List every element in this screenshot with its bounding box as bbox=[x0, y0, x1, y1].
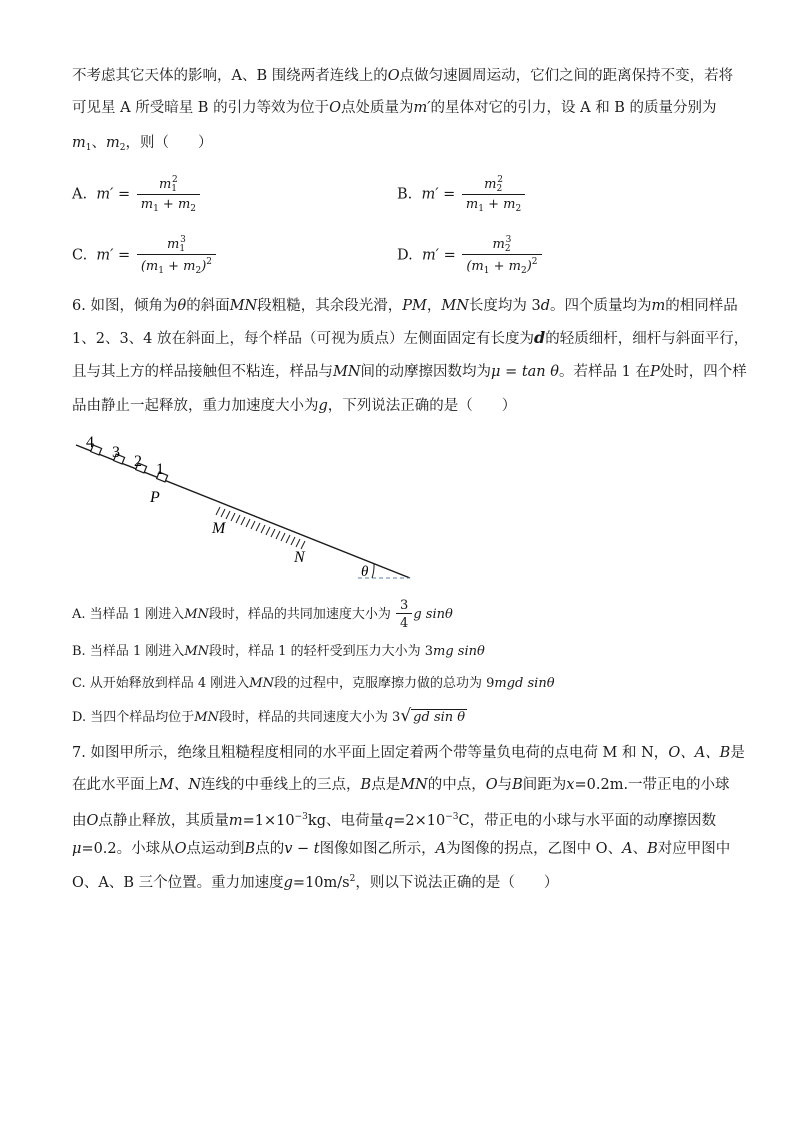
label-m: M bbox=[212, 520, 226, 537]
q7-line-5: O、A、B 三个位置。重力加速度$g=10m/s^2$，则以下说法正确的是（ ） bbox=[72, 874, 559, 891]
q6-line-4: 品由静止一起释放，重力加速度大小为g，下列说法正确的是（ ） bbox=[72, 398, 517, 414]
label-1: 1 bbox=[156, 461, 164, 478]
q7-line-3: 由O点静止释放，其质量$m=1\times 10^{-3}kg$、电荷量$q=2\times 10^{-3}C$，带正电的小球与水平面的动摩擦因数 bbox=[72, 812, 717, 829]
q7-line-4: μ=0.2。小球从O点运动到B点的v − t图像如图乙所示，A为图像的拐点，乙图中 O、A、B对应甲图中 bbox=[72, 841, 731, 857]
q5-line-1: 不考虑其它天体的影响，A、B 围绕两者连线上的O点做匀速圆周运动，它们之间的距离保持不变，若将 bbox=[72, 68, 734, 84]
q6-option-c[interactable]: C. 从开始释放到样品 4 刚进入MN段的过程中，克服摩擦力做的总功为 9mgd sinθ bbox=[72, 676, 555, 691]
q6-line-1: 6. 如图，倾角为θ的斜面MN段粗糙，其余段光滑，PM，MN长度均为 3d。四个质量均为m的相同样品 bbox=[72, 298, 738, 314]
q5-line-2: 可见星 A 所受暗星 B 的引力等效为位于O点处质量为m′的星体对它的引力，设 A 和 B 的质量分别为 bbox=[72, 100, 717, 116]
label-3: 3 bbox=[112, 444, 120, 461]
q5-option-a[interactable]: A. m′ = $\frac{m_1^2}{m_1 + m_2}$ bbox=[72, 175, 200, 214]
q7-line-1: 7. 如图甲所示，绝缘且粗糙程度相同的水平面上固定着两个带等量负电荷的点电荷 M 和 N，O、A、B是 bbox=[72, 745, 745, 761]
q6-line-3: 且与其上方的样品接触但不粘连，样品与MN间的动摩擦因数均为μ = tan θ。若样品 1 在P处时，四个样 bbox=[72, 364, 747, 380]
label-2: 2 bbox=[134, 453, 142, 470]
angle-arc bbox=[372, 564, 374, 578]
q7-line-2: 在此水平面上M、N连线的中垂线上的三点，B点是MN的中点，O与B间距为x=0.2m.一带正电的小球 bbox=[72, 777, 730, 793]
q5-option-c[interactable]: C. m′ = $\frac{m_1^3}{(m_1 + m_2)^2}$ bbox=[72, 235, 216, 276]
label-n: N bbox=[294, 549, 305, 566]
rough-section-hatching bbox=[216, 507, 305, 549]
q5-option-d[interactable]: D. m′ = $\frac{m_2^3}{(m_1 + m_2)^2}$ bbox=[397, 235, 542, 276]
incline-line bbox=[76, 445, 410, 578]
q6-line-2: 1、2、3、4 放在斜面上，每个样品（可视为质点）左侧面固定有长度为d的轻质细杆，细杆与斜面平行， bbox=[72, 328, 749, 347]
q6-option-a[interactable]: A. 当样品 1 刚进入MN段时，样品的共同加速度大小为 $\frac{3}{4}$ g sinθ bbox=[72, 598, 453, 631]
q5-line-3: $m_1$、$m_2$，则（ ） bbox=[72, 135, 213, 153]
label-p: P bbox=[150, 489, 160, 506]
q5-option-b[interactable]: B. m′ = $\frac{m_2^2}{m_1 + m_2}$ bbox=[397, 175, 525, 214]
q6-option-b[interactable]: B. 当样品 1 刚进入MN段时，样品 1 的轻杆受到压力大小为 3mg sinθ bbox=[72, 644, 485, 659]
q6-option-d[interactable]: D. 当四个样品均位于MN段时，样品的共同速度大小为 3√ gd sin θ bbox=[72, 706, 466, 726]
label-theta: θ bbox=[361, 564, 369, 580]
label-4: 4 bbox=[86, 434, 94, 451]
incline-diagram bbox=[72, 432, 422, 582]
